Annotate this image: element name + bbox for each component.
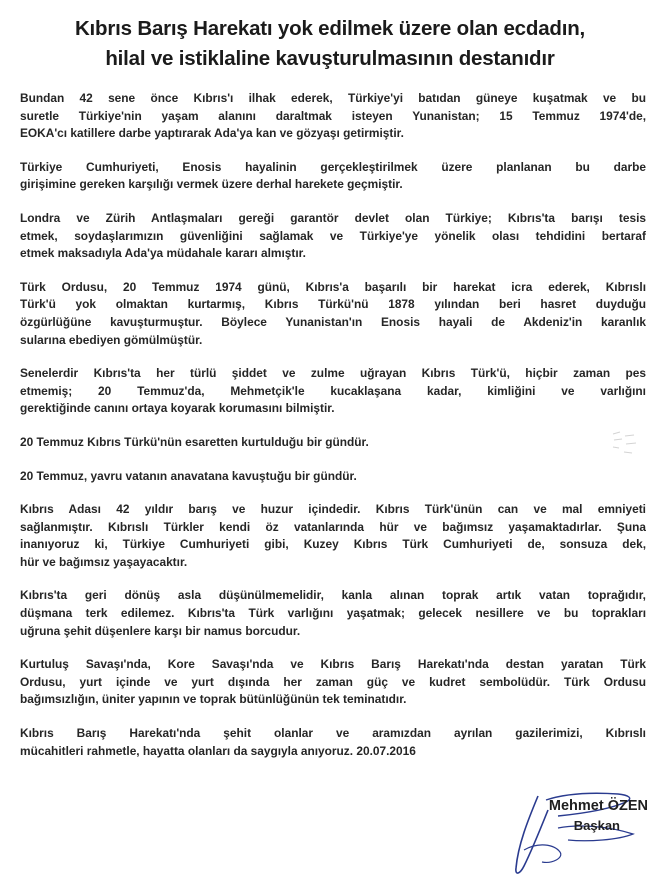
paragraph-line: 20 Temmuz, yavru vatanın anavatana kavuştuğu bir gündür. [20, 468, 357, 483]
signature-block [468, 790, 648, 880]
paragraph-line: hür ve bağımsız yaşayacaktır. [20, 554, 188, 569]
paragraph-line: Türkiye Cumhuriyeti, Enosis hayalinin gerçekleştirilmek üzere planlanan bu darbe [20, 159, 646, 174]
faint-stamp-mark [610, 428, 640, 458]
paragraph [20, 434, 646, 452]
paragraph [20, 587, 646, 640]
paragraph-line: Ordusu, yurt içinde ve yurt dışında her zaman güç ve kudret sembolüdür. Türk Ordusu [20, 674, 646, 689]
document-title [0, 14, 660, 74]
paragraph-line: Türk'ü yok olmaktan kurtarmış, Kıbrıs Türkü'nü 1878 yılından beri hasret duyduğu [20, 297, 646, 312]
paragraph-line: gerektiğinde canını ortaya koyarak korumasını bilmiştir. [20, 401, 335, 416]
paragraph [20, 468, 646, 486]
paragraph-line: 20 Temmuz Kıbrıs Türkü'nün esaretten kurtulduğu bir gündür. [20, 434, 369, 449]
paragraph-line: uğruna şehit düşenlere karşı bir namus borcudur. [20, 623, 301, 638]
paragraph [20, 365, 646, 418]
paragraph [20, 159, 646, 194]
paragraph [20, 279, 646, 349]
paragraph-line: Londra ve Zürih Antlaşmaları gereği garantör devlet olan Türkiye; Kıbrıs'ta barışı tesis [20, 210, 646, 225]
paragraph-line: Kıbrıs Barış Harekatı'nda şehit olanlar ve aramızdan ayrılan gazilerimizi, Kıbrıslı [20, 726, 646, 741]
paragraph [20, 656, 646, 709]
title-line-2: hilal ve istiklaline kavuşturulmasının destanıdır [105, 47, 555, 70]
paragraph-line: sağlanmıştır. Kıbrıslı Türkler kendi öz vatanlarında hür ve bağımsız yaşamaktadırlar. Şuna [20, 519, 646, 534]
paragraph-line: Senelerdir Kıbrıs'ta her türlü şiddet ve zulme uğrayan Kıbrıs Türk'ü, hiçbir zaman pes [20, 366, 646, 381]
paragraph-line: Bundan 42 sene önce Kıbrıs'ı ilhak ederek, Türkiye'yi batıdan güneye kuşatmak ve bu [20, 91, 646, 105]
paragraph [20, 501, 646, 571]
paragraph [20, 725, 646, 760]
paragraph-line: mücahitleri rahmetle, hayatta olanları da saygıyla anıyoruz. 20.07.2016 [20, 743, 416, 758]
paragraph-line: suretle Türkiye'nin yaşam alanını daraltmak isteyen Yunanistan; 15 Temmuz 1974'de, [20, 108, 646, 123]
paragraph-line: etmek maksadıyla Ada'ya müdahale kararı almıştır. [20, 246, 306, 261]
paragraph-line: Türk Ordusu, 20 Temmuz 1974 günü, Kıbrıs'a başarılı bir harekat icra ederek, Kıbrıslı [20, 279, 646, 294]
paragraph-line: girişimine gereken karşılığı vermek üzere derhal harekete geçmiştir. [20, 177, 403, 192]
paragraph-line: özgürlüğüne kavuşturmuştur. Böylece Yunanistan'ın Enosis hayali de Akdeniz'in karanlık [20, 314, 646, 329]
paragraph-line: Kıbrıs Adası 42 yıldır barış ve huzur içindedir. Kıbrıs Türk'ünün can ve mal emniyeti [20, 502, 646, 517]
paragraph-line: düşmana terk edilemez. Kıbrıs'ta Türk varlığını yaşatmak; gelecek nesillere ve bu toprakları [20, 606, 646, 621]
paragraph-line: bağımsızlığın, üniter yapının ve toprak bütünlüğünün tek teminatıdır. [20, 692, 407, 707]
paragraph-line: sularına ebediyen gömülmüştür. [20, 332, 203, 347]
paragraph-line: inanıyoruz ki, Türkiye Cumhuriyeti gibi, Kuzey Kıbrıs Türk Cumhuriyeti de, sonsuza dek, [20, 537, 646, 552]
paragraph [20, 210, 646, 263]
paragraph-line: EOKA'cı katillere darbe yaptırarak Ada'ya kan ve gözyaşı getirmiştir. [20, 126, 404, 141]
paragraph-line: Kıbrıs'ta geri dönüş asla düşünülmemelidir, kanla alınan toprak artık vatan toprağıdır, [20, 588, 646, 603]
signatory-name: Mehmet ÖZEN [548, 798, 648, 814]
paragraph-line: etmemiş; 20 Temmuz'da, Mehmetçik'le kucaklaşana kadar, kimliğini ve varlığını [20, 383, 646, 398]
title-line-1: Kıbrıs Barış Harekatı yok edilmek üzere olan ecdadın, [74, 17, 586, 40]
paragraph-line: etmek, soydaşlarımızın güvenliğini sağlamak ve Türkiye'ye yönelik olası tehdidini bertaraf [20, 228, 646, 243]
document-body [20, 90, 646, 776]
signatory-position: Başkan [573, 818, 620, 833]
paragraph [20, 90, 646, 143]
paragraph-line: Kurtuluş Savaşı'nda, Kore Savaşı'nda ve Kıbrıs Barış Harekatı'nda destan yaratan Türk [20, 657, 646, 672]
